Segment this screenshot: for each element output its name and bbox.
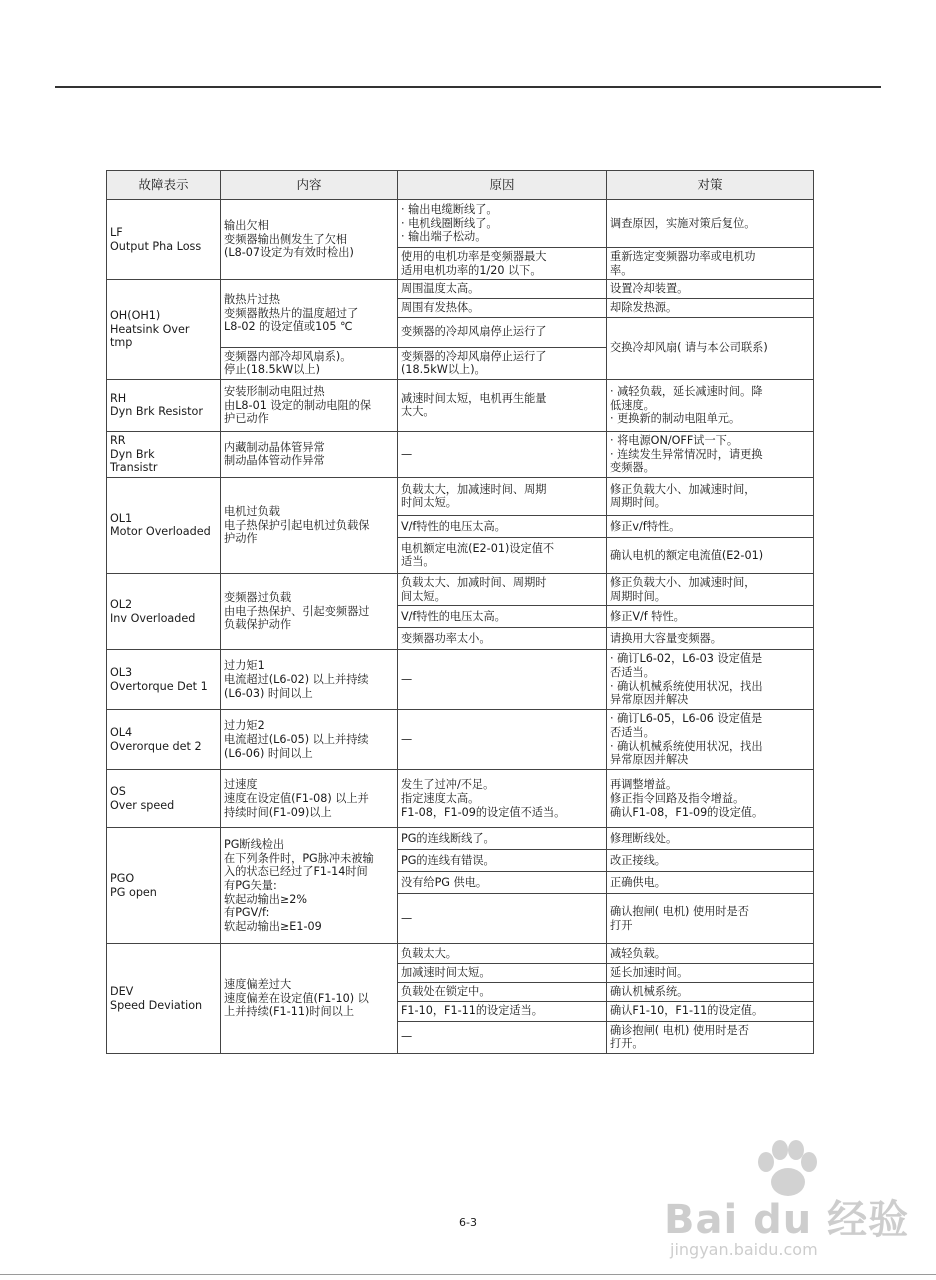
cause-line: 没有给PG 供电。 (401, 875, 488, 889)
cause-line: 负载太大、加减时间、周期时 (401, 575, 547, 589)
fault-content-line: 变频器散热片的温度超过了 (224, 306, 359, 320)
countermeasure-line: 改正接线。 (610, 853, 666, 867)
cause-line: 减速时间太短，电机再生能量 (401, 391, 547, 405)
fault-content-cell (221, 200, 398, 280)
cause-line: — (401, 911, 413, 925)
cause-cell (398, 964, 607, 983)
countermeasure-line: 否适当。 (610, 726, 655, 740)
cause-cell (398, 1001, 607, 1021)
countermeasure-line: 确认电机的额定电流值(E2-01) (610, 548, 764, 562)
fault-code-line: Overtorque Det 1 (110, 679, 208, 693)
countermeasure-line: 打开 (610, 918, 633, 932)
countermeasure-line: 确认抱闸( 电机) 使用时是否 (610, 905, 749, 919)
cause-cell (398, 894, 607, 944)
countermeasure-cell (607, 573, 814, 605)
fault-content-line: 护已动作 (224, 412, 269, 426)
countermeasure-cell (607, 770, 814, 828)
countermeasure-cell (607, 872, 814, 894)
cause-cell (398, 944, 607, 964)
cause-cell (398, 628, 607, 650)
cause-line: 适当。 (401, 555, 435, 569)
cause-cell (398, 872, 607, 894)
countermeasure-cell (607, 1001, 814, 1021)
fault-code-cell (107, 828, 221, 944)
fault-content-line: (L6-06) 时间以上 (224, 746, 313, 760)
cause-line: 指定速度太高。 (401, 791, 480, 805)
fault-code-line: OL1 (110, 511, 133, 525)
table-row (107, 280, 814, 299)
cause-line: 变频器的冷却风扇停止运行了 (401, 349, 547, 363)
countermeasure-cell (607, 248, 814, 280)
table-row (107, 431, 814, 477)
cause-line: 发生了过冲/不足。 (401, 778, 495, 792)
fault-content-cell (221, 280, 398, 347)
cause-cell (398, 828, 607, 850)
countermeasure-cell (607, 964, 814, 983)
fault-content-line: 安装形制动电阻过热 (224, 384, 325, 398)
countermeasure-line: 否适当。 (610, 666, 655, 680)
countermeasure-cell (607, 828, 814, 850)
fault-content-line: 入的状态已经过了F1-14时间 (224, 865, 368, 879)
countermeasure-line: 周期时间。 (610, 589, 666, 603)
table-row (107, 650, 814, 710)
cause-line: 负载太大，加减速时间、周期 (401, 482, 547, 496)
countermeasure-line: 修正负载大小、加减速时间， (610, 482, 756, 496)
cause-cell (398, 248, 607, 280)
cause-line: — (401, 1030, 413, 1044)
fault-content-cell (221, 650, 398, 710)
cause-line: — (401, 447, 413, 461)
fault-code-line: Transistr (110, 461, 158, 475)
countermeasure-line: 重新选定变频器功率或电机功 (610, 250, 756, 263)
header-fault-display: 故障表示 (107, 171, 221, 200)
fault-content-line: 速度偏差在设定值(F1-10) 以 (224, 991, 369, 1005)
header-countermeasure: 对策 (607, 171, 814, 200)
fault-code-cell (107, 710, 221, 770)
cause-line: (18.5kW以上)。 (401, 363, 486, 377)
countermeasure-line: · 更换新的制动电阻单元。 (610, 412, 741, 426)
countermeasure-line: · 确认机械系统使用状况，找出 (610, 679, 763, 693)
cause-cell (398, 477, 607, 515)
fault-content-line: 变频器内部冷却风扇系)。 (224, 349, 352, 363)
fault-content-line: 护动作 (224, 532, 258, 546)
countermeasure-cell (607, 515, 814, 537)
fault-code-line: DEV (110, 984, 134, 998)
countermeasure-line: 修理断线处。 (610, 831, 678, 845)
countermeasure-line: 设置冷却装置。 (610, 282, 689, 296)
cause-line: F1-08，F1-09的设定值不适当。 (401, 805, 566, 819)
countermeasure-cell (607, 850, 814, 872)
table-row (107, 573, 814, 605)
fault-content-line: (L6-03) 时间以上 (224, 686, 313, 700)
cause-cell (398, 537, 607, 573)
countermeasure-cell (607, 982, 814, 1001)
fault-code-line: tmp (110, 336, 133, 350)
baidu-watermark (660, 1140, 910, 1265)
fault-content-cell (221, 431, 398, 477)
cause-line: 变频器功率太小。 (401, 631, 491, 645)
fault-code-line: PGO (110, 872, 135, 886)
cause-line: 适用电机功率的1/20 以下。 (401, 263, 542, 277)
cause-line: 时间太短。 (401, 496, 457, 510)
countermeasure-line: 异常原因并解决 (610, 753, 689, 767)
cause-cell (398, 280, 607, 299)
fault-code-line: Overorque det 2 (110, 739, 202, 753)
cause-line: — (401, 672, 413, 686)
fault-content-cell (221, 944, 398, 1054)
fault-content-line: 过速度 (224, 778, 258, 792)
fault-code-line: OL2 (110, 597, 133, 611)
cause-cell (398, 710, 607, 770)
fault-content-line: 有PG矢量: (224, 878, 277, 892)
fault-content-line: 有PGV/f: (224, 906, 270, 920)
countermeasure-line: 调查原因，实施对策后复位。 (610, 216, 756, 230)
table-header-row (107, 171, 814, 200)
fault-content-line: 变频器输出侧发生了欠相 (224, 232, 348, 246)
fault-content-cell (221, 347, 398, 379)
countermeasure-cell (607, 379, 814, 431)
countermeasure-line: 减轻负载。 (610, 946, 666, 960)
countermeasure-line: 低速度。 (610, 398, 655, 412)
fault-code-cell (107, 431, 221, 477)
fault-content-line: 停止(18.5kW以上) (224, 363, 320, 377)
cause-cell (398, 317, 607, 347)
watermark-brand: Bai du 经验 (664, 1197, 910, 1243)
fault-content-line: 过力矩1 (224, 659, 265, 673)
fault-content-cell (221, 710, 398, 770)
cause-cell (398, 298, 607, 317)
fault-table (106, 170, 814, 1054)
cause-cell (398, 200, 607, 248)
cause-line: 周围温度太高。 (401, 282, 480, 296)
cause-line: 变频器的冷却风扇停止运行了 (401, 325, 547, 339)
fault-code-line: Inv Overloaded (110, 611, 196, 625)
fault-content-line: 软起动输出≥E1-09 (224, 919, 322, 933)
cause-line: · 输出电缆断线了。 (401, 203, 498, 217)
fault-content-cell (221, 770, 398, 828)
fault-content-line: 上并持续(F1-11)时间以上 (224, 1005, 355, 1019)
countermeasure-line: 修正指令回路及指令增益。 (610, 791, 745, 805)
countermeasure-line: 确认F1-10，F1-11的设定值。 (610, 1004, 764, 1018)
table-row (107, 477, 814, 515)
fault-content-line: 速度在设定值(F1-08) 以上并 (224, 791, 369, 805)
countermeasure-line: 交换冷却风扇( 请与本公司联系) (610, 341, 768, 355)
fault-code-cell (107, 280, 221, 380)
countermeasure-cell (607, 606, 814, 628)
cause-line: PG的连线断线了。 (401, 831, 495, 845)
cause-line: V/f特性的电压太高。 (401, 609, 506, 623)
countermeasure-cell (607, 1021, 814, 1053)
cause-cell (398, 770, 607, 828)
countermeasure-line: · 确认机械系统使用状况，找出 (610, 739, 763, 753)
fault-content-line: 过力矩2 (224, 719, 265, 733)
fault-content-cell (221, 477, 398, 573)
cause-line: 电机额定电流(E2-01)设定值不 (401, 541, 555, 555)
fault-code-line: Over speed (110, 798, 175, 812)
table-row (107, 828, 814, 850)
fault-table-body (107, 200, 814, 1054)
countermeasure-cell (607, 200, 814, 248)
table-row (107, 770, 814, 828)
countermeasure-cell (607, 710, 814, 770)
fault-content-line: 输出欠相 (224, 219, 269, 233)
fault-code-cell (107, 379, 221, 431)
fault-code-line: Heatsink Over (110, 322, 190, 336)
countermeasure-line: · 确订L6-02，L6-03 设定值是 (610, 652, 763, 666)
fault-content-line: 软起动输出≥2% (224, 892, 308, 906)
fault-content-line: 持续时间(F1-09)以上 (224, 805, 332, 819)
fault-code-cell (107, 573, 221, 649)
countermeasure-cell (607, 650, 814, 710)
fault-code-line: Speed Deviation (110, 998, 203, 1012)
countermeasure-line: 异常原因并解决 (610, 693, 689, 707)
cause-line: F1-10，F1-11的设定适当。 (401, 1004, 543, 1018)
countermeasure-line: · 将电源ON/OFF试一下。 (610, 433, 739, 447)
cause-cell (398, 1021, 607, 1053)
fault-content-line: (L8-07设定为有效时检出) (224, 246, 354, 260)
countermeasure-line: 周期时间。 (610, 496, 666, 510)
header-content: 内容 (221, 171, 398, 200)
countermeasure-cell (607, 431, 814, 477)
fault-code-line: RR (110, 433, 126, 447)
cause-line: 周围有发热体。 (401, 300, 480, 314)
cause-line: 间太短。 (401, 589, 446, 603)
countermeasure-line: · 确订L6-05，L6-06 设定值是 (610, 712, 763, 726)
countermeasure-line: 修正v/f特性。 (610, 519, 681, 533)
fault-code-line: Output Pha Loss (110, 239, 202, 253)
cause-line: 负载处在锁定中。 (401, 984, 491, 998)
cause-cell (398, 606, 607, 628)
fault-content-line: 变频器过负载 (224, 591, 292, 605)
fault-content-cell (221, 573, 398, 649)
cause-cell (398, 982, 607, 1001)
cause-cell (398, 850, 607, 872)
fault-code-line: OL4 (110, 726, 133, 740)
countermeasure-cell (607, 298, 814, 317)
cause-cell (398, 573, 607, 605)
cause-line: 使用的电机功率是变频器最大 (401, 250, 547, 263)
fault-code-line: Dyn Brk (110, 447, 155, 461)
table-row (107, 379, 814, 431)
fault-code-cell (107, 477, 221, 573)
cause-line: 太大。 (401, 405, 435, 419)
cause-line: 负载太大。 (401, 946, 457, 960)
countermeasure-line: 请换用大容量变频器。 (610, 631, 722, 645)
countermeasure-line: 确认机械系统。 (610, 984, 689, 998)
fault-content-line: 电流超过(L6-02) 以上并持续 (224, 672, 369, 686)
countermeasure-line: · 连续发生异常情况时，请更换 (610, 447, 763, 461)
countermeasure-cell (607, 280, 814, 299)
header-cause: 原因 (398, 171, 607, 200)
fault-content-line: 在下列条件时，PG脉冲未被输 (224, 851, 374, 865)
fault-code-line: LF (110, 226, 123, 239)
fault-code-line: RH (110, 391, 127, 405)
countermeasure-line: 打开。 (610, 1037, 644, 1051)
countermeasure-line: 确认F1-08，F1-09的设定值。 (610, 805, 764, 819)
countermeasure-line: 率。 (610, 263, 633, 277)
cause-cell (398, 431, 607, 477)
header-rule (55, 86, 881, 88)
fault-content-line: 电流超过(L6-05) 以上并持续 (224, 732, 369, 746)
countermeasure-cell (607, 477, 814, 515)
fault-content-line: 由电子热保护、引起变频器过 (224, 604, 370, 618)
fault-content-line: 由L8-01 设定的制动电阻的保 (224, 398, 372, 412)
countermeasure-cell (607, 944, 814, 964)
countermeasure-line: 变频器。 (610, 461, 655, 475)
fault-code-cell (107, 770, 221, 828)
countermeasure-line: 确诊抱闸( 电机) 使用时是否 (610, 1023, 749, 1037)
page-number: 6-3 (459, 1216, 477, 1229)
cause-line: 加减速时间太短。 (401, 966, 491, 980)
fault-code-cell (107, 650, 221, 710)
fault-code-line: OS (110, 785, 126, 799)
cause-line: — (401, 732, 413, 746)
fault-content-cell (221, 379, 398, 431)
cause-line: PG的连线有错误。 (401, 853, 495, 867)
countermeasure-line: 再调整增益。 (610, 778, 678, 792)
countermeasure-cell (607, 894, 814, 944)
cause-cell (398, 650, 607, 710)
footer-rule (0, 1274, 936, 1275)
cause-line: V/f特性的电压太高。 (401, 519, 506, 533)
fault-content-line: 内藏制动晶体管异常 (224, 440, 325, 454)
table-row (107, 710, 814, 770)
fault-content-line: 电子热保护引起电机过负载保 (224, 518, 370, 532)
countermeasure-cell (607, 537, 814, 573)
cause-line: · 输出端子松动。 (401, 230, 487, 244)
table-row (107, 944, 814, 964)
countermeasure-cell (607, 628, 814, 650)
countermeasure-line: 修正负载大小、加减速时间， (610, 575, 756, 589)
fault-content-cell (221, 828, 398, 944)
fault-content-line: 速度偏差过大 (224, 978, 292, 992)
countermeasure-line: 却除发热源。 (610, 300, 678, 314)
watermark-url: jingyan.baidu.com (670, 1240, 818, 1259)
fault-code-line: OH(OH1) (110, 309, 161, 323)
fault-content-line: L8-02 的设定值或105 ℃ (224, 320, 353, 334)
fault-content-line: 电机过负载 (224, 504, 280, 518)
cause-cell (398, 515, 607, 537)
countermeasure-cell (607, 317, 814, 379)
countermeasure-line: 正确供电。 (610, 875, 666, 889)
fault-code-line: Dyn Brk Resistor (110, 405, 203, 419)
countermeasure-line: 修正V/f 特性。 (610, 609, 685, 623)
fault-code-cell (107, 200, 221, 280)
fault-code-cell (107, 944, 221, 1054)
fault-content-line: 制动晶体管动作异常 (224, 454, 325, 468)
fault-content-line: 散热片过热 (224, 292, 280, 306)
fault-content-line: 负载保护动作 (224, 618, 292, 632)
fault-code-line: Motor Overloaded (110, 525, 211, 539)
table-row (107, 200, 814, 248)
fault-content-line: PG断线检出 (224, 837, 285, 851)
cause-line: · 电机线圈断线了。 (401, 216, 498, 230)
countermeasure-line: · 减轻负载，延长减速时间。降 (610, 384, 763, 398)
fault-code-line: PG open (110, 885, 157, 899)
cause-cell (398, 379, 607, 431)
fault-code-line: OL3 (110, 666, 133, 680)
cause-cell (398, 347, 607, 379)
countermeasure-line: 延长加速时间。 (610, 966, 689, 980)
